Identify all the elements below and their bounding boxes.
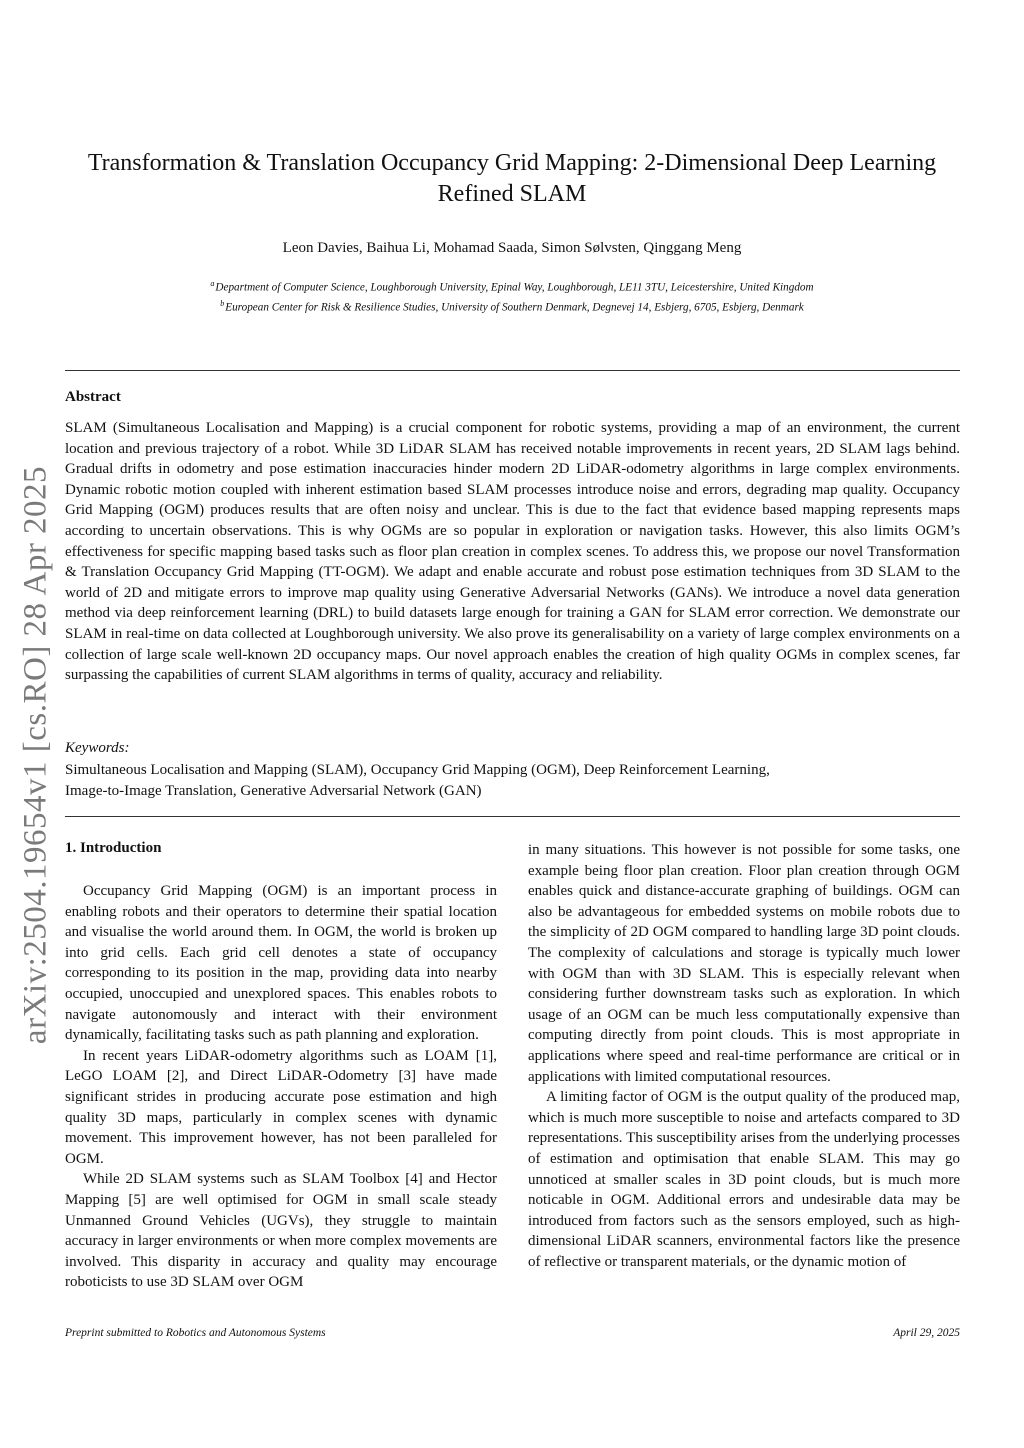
paper-title: Transformation & Translation Occupancy Grid Mapping: 2-Dimensional Deep Learning Refined SLAM	[87, 150, 937, 207]
footer-preprint-note: Preprint submitted to Robotics and Autonomous Systems	[65, 1327, 326, 1339]
arxiv-stamp-text: arXiv:2504.19654v1 [cs.RO] 28 Apr 2025	[17, 465, 54, 1045]
arxiv-stamp	[6, 430, 66, 1080]
section-heading-introduction: 1. Introduction	[65, 840, 162, 856]
affiliation-mark: a	[210, 279, 215, 288]
paragraph: In recent years LiDAR-odometry algorithms such as LOAM [1], LeGO LOAM [2], and Direct LiDAR-Odometry [3] have made significant strides in producing accurate pose estimation and high quality 3D maps, particularly in complex scenes with dynamic movement. This improvement however, has not been paralleled for OGM.	[65, 1047, 497, 1167]
keywords-line: Image-to-Image Translation, Generative Adversarial Network (GAN)	[65, 782, 482, 799]
affiliations	[60, 276, 964, 315]
paragraph: Occupancy Grid Mapping (OGM) is an important process in enabling robots and their operators to determine their spatial location and visualise the world around them. In OGM, the world is broken up into grid cells. Each grid cell denotes a state of occupancy corresponding to its position in the map, providing data into nearby occupied, unoccupied and unexplored spaces. This enables robots to navigate autonomously and interact with their environment dynamically, facilitating tasks such as path planning and exploration.	[65, 883, 497, 1044]
abstract-heading: Abstract	[65, 389, 121, 405]
affiliation-mark: b	[220, 298, 225, 308]
left-column	[65, 881, 497, 1293]
affiliation-a	[60, 276, 964, 296]
right-column	[528, 840, 960, 1272]
top-divider	[65, 370, 960, 371]
footer-date: April 29, 2025	[893, 1327, 960, 1339]
paragraph: While 2D SLAM systems such as SLAM Toolbox [4] and Hector Mapping [5] are well optimised for OGM in small scale steady Unmanned Ground Vehicles (UGVs), they struggle to maintain accuracy in larger environments or when more complex movements are involved. This disparity in accuracy and quality may encourage roboticists to use 3D SLAM over OGM	[65, 1171, 497, 1291]
bottom-divider	[65, 816, 960, 817]
affiliation-b	[60, 296, 964, 316]
keywords-list	[65, 760, 960, 801]
author-list: Leon Davies, Baihua Li, Mohamad Saada, Simon Sølvsten, Qinggang Meng	[282, 240, 742, 256]
keywords-label: Keywords:	[65, 740, 130, 756]
paragraph: in many situations. This however is not possible for some tasks, one example being floor plan creation. Floor plan creation through OGM enables quick and distance-accurate graphing of buildings. OGM can also be advantageous for embedded systems on mobile robots due to the simplicity of 2D OGM compared to handling large 3D point clouds. The complexity of calculations and storage is typically much lower with OGM than with 3D SLAM. This is especially relevant when considering further downstream tasks such as exploration. In which usage of an OGM can be much less computationally expensive than computing directly from point clouds. This is most appropriate in applications where speed and real-time performance are critical or in applications with limited computational resources.	[528, 842, 960, 1085]
paragraph: A limiting factor of OGM is the output quality of the produced map, which is much more susceptible to noise and artefacts compared to 3D representations. This susceptibility arises from the underlying processes of estimation and optimisation that enable SLAM. This may go unnoticed at smaller scales in 3D point clouds, but is much more noticable in OGM. Additional errors and undesirable data may be introduced from factors such as the sensors employed, such as high-dimensional LiDAR scanners, environmental factors like the presence of reflective or transparent materials, or the dynamic motion of	[528, 1089, 960, 1270]
keywords-line: Simultaneous Localisation and Mapping (SLAM), Occupancy Grid Mapping (OGM), Deep Reinforcement Learning,	[65, 762, 770, 778]
abstract-body: SLAM (Simultaneous Localisation and Mapping) is a crucial component for robotic systems, providing a map of an environment, the current location and previous trajectory of a robot. While 3D LiDAR SLAM has received notable improvements in recent years, 2D SLAM lags behind. Gradual drifts in odometry and pose estimation inaccuracies hinder modern 2D LiDAR-odometry algorithms in large complex environments. Dynamic robotic motion coupled with inherent estimation based SLAM processes introduce noise and errors, degrading map quality. Occupancy Grid Mapping (OGM) produces results that are often noisy and unclear. This is due to the fact that evidence based mapping represents maps according to uncertain observations. This is why OGMs are so popular in exploration or navigation tasks. However, this also limits OGM’s effectiveness for specific mapping based tasks such as floor plan creation in complex scenes. To address this, we propose our novel Transformation & Translation Occupancy Grid Mapping (TT-OGM). We adapt and enable accurate and robust pose estimation techniques from 3D SLAM to the world of 2D and mitigate errors to improve map quality using Generative Adversarial Networks (GANs). We introduce a novel data generation method via deep reinforcement learning (DRL) to build datasets large enough for training a GAN for SLAM error correction. We demonstrate our SLAM in real-time on data collected at Loughborough university. We also prove its generalisability on a variety of large complex environments on a collection of large scale well-known 2D occupancy maps. Our novel approach enables the creation of high quality OGMs in complex scenes, far surpassing the capabilities of current SLAM algorithms in terms of quality, accuracy and reliability.	[65, 420, 960, 684]
affiliation-text: Department of Computer Science, Loughborough University, Epinal Way, Loughborough, LE11 3TU, Leicestershire, United Kingdom	[215, 281, 814, 294]
affiliation-text: European Center for Risk & Resilience Studies, University of Southern Denmark, Degnevej 14, Esbjerg, 6705, Esbjerg, Denmark	[225, 301, 804, 314]
